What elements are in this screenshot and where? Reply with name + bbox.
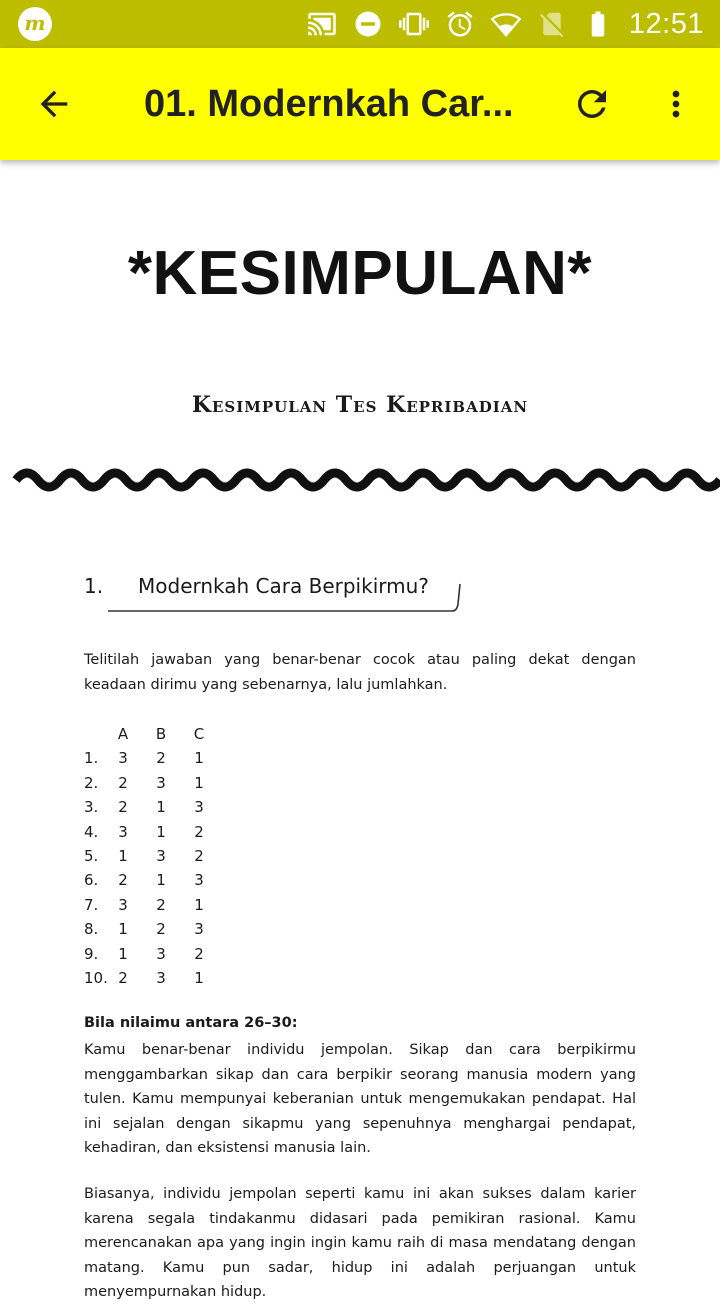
- table-cell: 3: [156, 773, 166, 792]
- table-cell: 3: [118, 749, 128, 768]
- app-bar: [0, 48, 720, 160]
- table-row: [84, 820, 212, 844]
- table-cell: 2.: [84, 773, 99, 792]
- table-cell: 2: [194, 944, 204, 963]
- table-cell: 3: [156, 846, 166, 865]
- score-table: [84, 722, 212, 990]
- sub-heading: Kesimpulan Tes Kepribadian: [191, 392, 529, 418]
- section-underline: [106, 580, 462, 614]
- article-content[interactable]: [0, 160, 720, 1300]
- main-heading: *KESIMPULAN*: [127, 239, 593, 308]
- table-cell: 2: [194, 822, 204, 841]
- table-header-cell: B: [155, 725, 167, 743]
- table-cell: 3: [194, 920, 204, 939]
- score-range-heading: Bila nilaimu antara 26–30:: [84, 1015, 298, 1031]
- more-vert-icon: [656, 84, 696, 124]
- table-cell: 10.: [84, 968, 108, 987]
- table-header-cell: A: [117, 725, 129, 743]
- table-row: [84, 746, 212, 770]
- vibrate-icon: [397, 7, 431, 41]
- refresh-icon: [571, 83, 613, 125]
- table-body: [84, 746, 212, 990]
- table-cell: 5.: [84, 846, 99, 865]
- table-row: [84, 844, 212, 868]
- table-cell: 4.: [84, 822, 99, 841]
- table-cell: 8.: [84, 920, 99, 939]
- table-header-cell: C: [193, 725, 205, 743]
- table-row: [84, 942, 212, 966]
- table-cell: 3: [156, 968, 166, 987]
- wave-divider: [16, 460, 704, 500]
- table-cell: 2: [118, 773, 128, 792]
- table-cell: 3: [156, 944, 166, 963]
- table-cell: 1: [156, 798, 166, 817]
- table-cell: 3: [118, 895, 128, 914]
- table-cell: 1: [156, 822, 166, 841]
- status-bar: [0, 0, 720, 48]
- battery-icon: [581, 7, 615, 41]
- table-row: [84, 966, 212, 990]
- table-cell: 6.: [84, 871, 99, 890]
- table-cell: 2: [118, 798, 128, 817]
- status-clock: 12:51: [628, 7, 704, 40]
- table-row: [84, 771, 212, 795]
- table-cell: 3: [194, 798, 204, 817]
- table-cell: 1: [156, 871, 166, 890]
- wifi-icon: [489, 7, 523, 41]
- table-cell: 2: [194, 846, 204, 865]
- table-cell: 1.: [84, 749, 99, 768]
- section-title-text: Modernkah Cara Berpikirmu?: [138, 574, 429, 598]
- alarm-icon: [443, 7, 477, 41]
- table-cell: 1: [194, 749, 204, 768]
- table-cell: 1: [118, 944, 128, 963]
- table-cell: 3: [118, 822, 128, 841]
- app-badge: m: [18, 7, 52, 41]
- score-paragraph: Kamu benar-benar individu jempolan. Sikap dan cara berpikirmu menggambarkan sikap dan cara berpikir seorang manusia modern yang tulen. Kamu mempunyai keberanian untuk mengemukakan pendapat. Hal ini sejalan dengan sikapmu yang sepenuhnya menghargai pendapat, kehadiran, dan eksistensi manusia lain.: [84, 1042, 636, 1156]
- table-cell: 1: [118, 846, 128, 865]
- overflow-menu-button[interactable]: [650, 76, 702, 132]
- do-not-disturb-icon: [351, 7, 385, 41]
- table-cell: 2: [118, 871, 128, 890]
- table-header-cell: [84, 722, 110, 746]
- back-button[interactable]: [26, 76, 82, 132]
- table-cell: 1: [194, 968, 204, 987]
- table-cell: 1: [194, 773, 204, 792]
- table-cell: 7.: [84, 895, 99, 914]
- app-notification-icon: [18, 7, 52, 41]
- table-row: [84, 917, 212, 941]
- table-header: [84, 722, 212, 746]
- table-cell: 1: [118, 920, 128, 939]
- table-row: [84, 893, 212, 917]
- refresh-button[interactable]: [564, 76, 620, 132]
- table-cell: 2: [156, 895, 166, 914]
- section-number: 1.: [84, 574, 104, 598]
- table-cell: 9.: [84, 944, 99, 963]
- table-cell: 1: [194, 895, 204, 914]
- table-cell: 2: [118, 968, 128, 987]
- table-cell: 2: [156, 920, 166, 939]
- table-cell: 3.: [84, 798, 99, 817]
- status-icons: [293, 0, 704, 48]
- table-cell: 2: [156, 749, 166, 768]
- table-row: [84, 795, 212, 819]
- table-cell: 3: [194, 871, 204, 890]
- cast-icon: [305, 7, 339, 41]
- table-row: [84, 868, 212, 892]
- arrow-back-icon: [34, 84, 74, 124]
- no-sim-icon: [535, 7, 569, 41]
- page-title: 01. Modernkah Car...: [144, 83, 514, 125]
- intro-paragraph: Telitilah jawaban yang benar-benar cocok atau paling dekat dengan keadaan dirimu yang sebenarnya, lalu jumlahkan.: [84, 652, 636, 693]
- next-paragraph: Biasanya, individu jempolan seperti kamu ini akan sukses dalam karier karena segala tindakanmu didasari pada pemikiran rasional. Kamu merencanakan apa yang ingin ingin kamu raih di masa mendatang dengan matang. Kamu pun sadar, hidup ini adalah perjuangan untuk menyempurnakan hidup.: [84, 1186, 636, 1300]
